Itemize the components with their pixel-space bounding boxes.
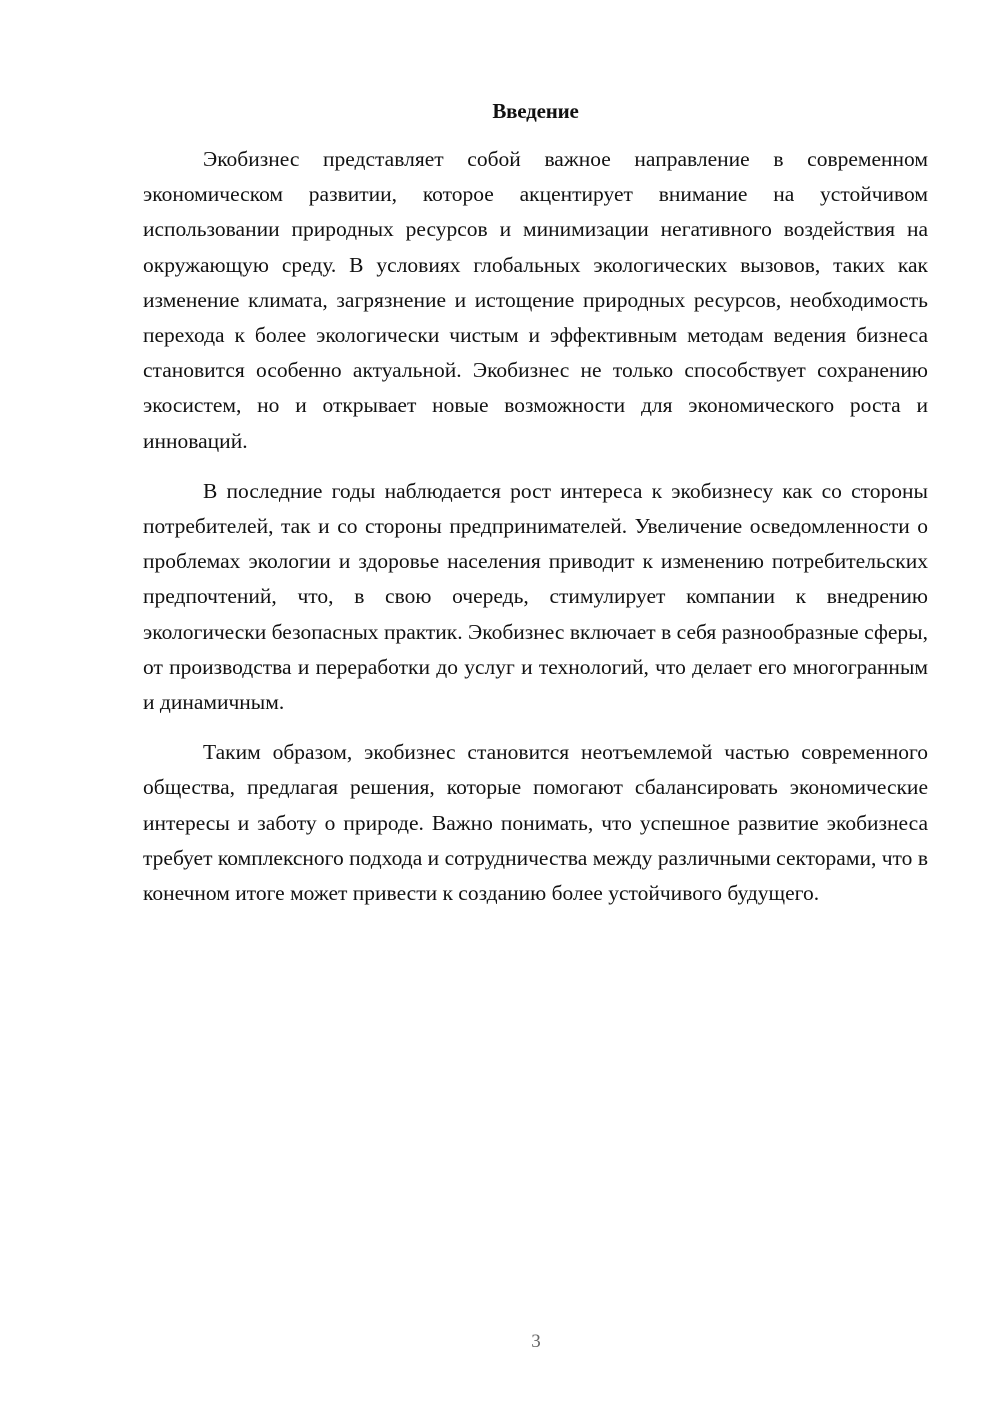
page-number: 3 [531, 1331, 541, 1352]
paragraph-1: Экобизнес представляет собой важное направление в современном экономическом развитии, которое акцентирует внимание на устойчивом использовании природных ресурсов и минимизации негативного воздействия на окружающую среду. В условиях глобальных экологических вызовов, таких как изменение климата, загрязнение и истощение природных ресурсов, необходимость перехода к более экологически чистым и эффективным методам ведения бизнеса становится особенно актуальной. Экобизнес не только способствует сохранению экосистем, но и открывает новые возможности для экономического роста и инноваций. [143, 147, 928, 453]
page-content [143, 96, 928, 926]
paragraph-3: Таким образом, экобизнес становится неотъемлемой частью современного общества, предлагая решения, которые помогают сбалансировать экономические интересы и заботу о природе. Важно понимать, что успешное развитие экобизнеса требует комплексного подхода и сотрудничества между различными секторами, что в конечном итоге может привести к созданию более устойчивого будущего. [143, 740, 928, 906]
section-heading: Введение [492, 99, 579, 123]
paragraph-2: В последние годы наблюдается рост интереса к экобизнесу как со стороны потребителей, так и со стороны предпринимателей. Увеличение осведомленности о проблемах экологии и здоровье населения приводит к изменению потребительских предпочтений, что, в свою очередь, стимулирует компании к внедрению экологически безопасных практик. Экобизнес включает в себя разнообразные сферы, от производства и переработки до услуг и технологий, что делает его многогранным и динамичным. [143, 478, 928, 715]
